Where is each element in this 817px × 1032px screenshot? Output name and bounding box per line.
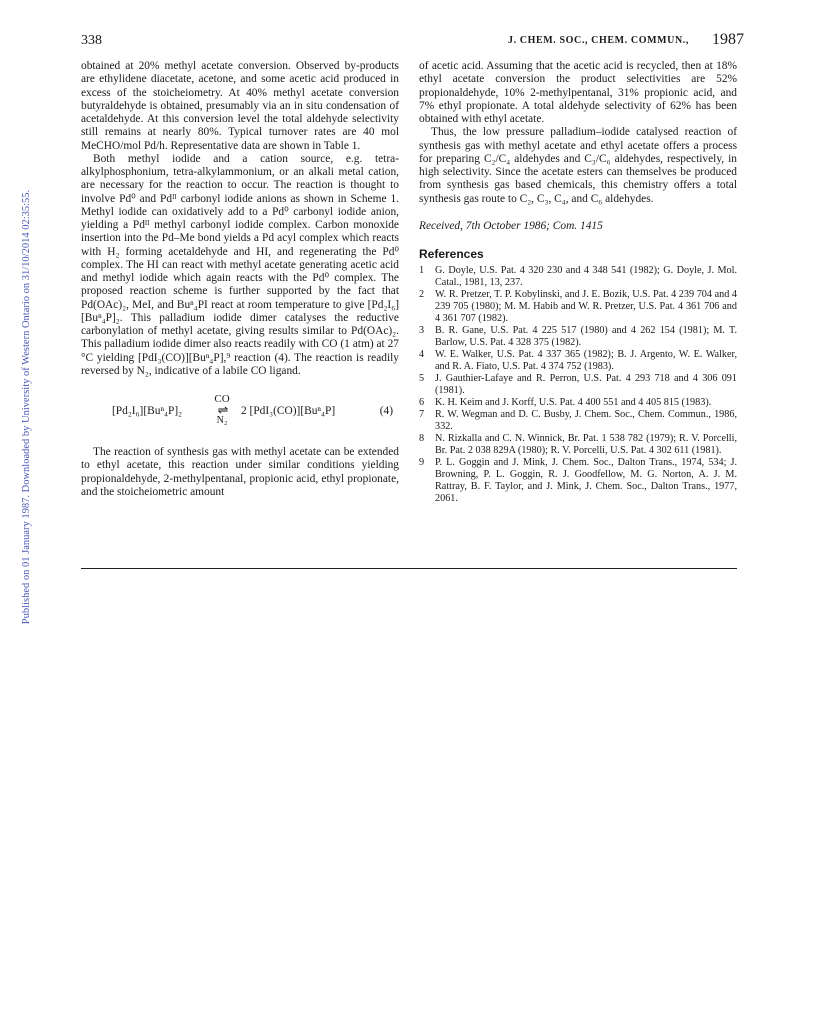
reference-item — [419, 397, 737, 409]
reference-item — [419, 457, 737, 505]
reference-number: 7 — [419, 409, 425, 421]
equation-arrow-group — [205, 394, 239, 427]
reference-number: 8 — [419, 433, 425, 445]
journal-year: 1987 — [712, 31, 744, 48]
reference-text: R. W. Wegman and D. C. Busby, J. Chem. Soc., Chem. Commun., 1986, 332. — [435, 409, 737, 433]
paragraph-conversion: obtained at 20% methyl acetate conversion. Observed by-products are ethylidene diacetate, acetone, and some acetic acid produced in excess of the stoicheiometry. At 40% methyl acetate conversion butyraldehyde is obtained, presumably via an in situ condensation of acetaldehyde. At this conversion level the total aldehyde selectivity still remains at nearly 80%. Typical turnover rates are 40 mol MeCHO/mol Pd/h. Representative data are shown in Table 1. — [81, 60, 399, 152]
reference-number: 4 — [419, 349, 425, 361]
reference-number: 1 — [419, 265, 425, 277]
page-number: 338 — [81, 33, 102, 48]
reference-item — [419, 265, 737, 289]
right-column — [419, 60, 737, 505]
left-column — [81, 60, 399, 499]
reference-number: 2 — [419, 289, 425, 301]
equation-above-label: CO — [214, 393, 230, 405]
reaction-equation — [81, 394, 399, 428]
reference-number: 3 — [419, 325, 425, 337]
reference-item — [419, 289, 737, 325]
reference-text: N. Rizkalla and C. N. Winnick, Br. Pat. 1 538 782 (1979); R. V. Porcelli, Br. Pat. 2 038 829A (1980); R. V. Porcelli, U.S. Pat. 4 302 611 (1981). — [435, 433, 737, 457]
paragraph-mechanism: Both methyl iodide and a cation source, e.g. tetra-alkylphosphonium, tetra-alkylammonium, or an alkali metal cation, are necessary for the reaction to occur. The reaction is thought to involve Pd⁰ and Pdᴵᴵ carbonyl iodide anions as shown in Scheme 1. Methyl iodide can oxidatively add to a Pd⁰ carbonyl iodide anion, yielding a Pdᴵᴵ methyl carbonyl iodide complex. Carbon monoxide insertion into the Pd–Me bond yields a Pd acyl complex which reacts with H₂ forming acetaldehyde and HI, and regenerating the Pd⁰ complex. The HI can react with methyl acetate generating acetic acid and methyl iodide which again reacts with the Pd⁰ complex. The proposed reaction scheme is further supported by the fact that Pd(OAc)₂, MeI, and Buⁿ₄PI react at room temperature to give [Pd₂I₆][Buⁿ₄P]₂. This palladium iodide dimer catalyses the reductive carbonylation of methyl acetate, giving results similar to Pd(OAc)₂. This palladium iodide dimer also reacts readily with CO (1 atm) at 27 °C yielding [PdI₃(CO)][Buⁿ₄P],⁹ reaction (4). The reaction is readily reversed by N₂, indicative of a labile CO ligand. — [81, 152, 399, 377]
received-note: Received, 7th October 1986; Com. 1415 — [419, 219, 603, 232]
footer-rule — [81, 568, 737, 569]
equilibrium-arrow-icon: ⇌ — [217, 402, 227, 417]
equation-product: 2 [PdI₃(CO)][Buⁿ₄P] — [241, 405, 336, 417]
reference-text: B. R. Gane, U.S. Pat. 4 225 517 (1980) and 4 262 154 (1981); M. T. Barlow, U.S. Pat. 4 328 375 (1982). — [435, 325, 737, 349]
paragraph-ethyl-acetate: The reaction of synthesis gas with methyl acetate can be extended to ethyl acetate, this reaction under similar conditions yielding propionaldehyde, 2-methylpentanal, propionic acid, ethyl propionate, and the stoicheiometric amount — [81, 446, 399, 498]
reference-list — [419, 265, 737, 505]
reference-item — [419, 433, 737, 457]
paragraph-conclusion: Thus, the low pressure palladium–iodide catalysed reaction of synthesis gas with methyl acetate and ethyl acetate offers a process for preparing C₂/C₄ aldehydes and C₃/C₆ aldehydes, respectively, in high selectivity. Since the acetate esters can themselves be produced from synthesis gas based chemicals, this chemistry offers a total synthesis gas route to C₂, C₃, C₄, and C₆ aldehydes. — [419, 126, 737, 205]
equation-number: (4) — [379, 405, 393, 417]
reference-item — [419, 409, 737, 433]
reference-text: J. Gauthier-Lafaye and R. Perron, U.S. Pat. 4 293 718 and 4 306 091 (1981). — [435, 373, 737, 397]
paragraph-selectivities: of acetic acid. Assuming that the acetic acid is recycled, then at 18% ethyl acetate conversion the product selectivities are 52% propionaldehyde, 10% 2-methylpentanal, 31% propionic acid, and 7% ethyl propionate. A total aldehyde selectivity of 62% has been obtained with ethyl acetate. — [419, 60, 737, 125]
reference-number: 6 — [419, 397, 425, 409]
reference-number: 5 — [419, 373, 425, 385]
reference-text: K. H. Keim and J. Korff, U.S. Pat. 4 400 551 and 4 405 815 (1983). — [435, 397, 712, 409]
reference-item — [419, 349, 737, 373]
reference-item — [419, 373, 737, 397]
reference-item — [419, 325, 737, 349]
equation-reactant: [Pd₂I₆][Buⁿ₄P]₂ — [112, 405, 183, 417]
journal-header: J. CHEM. SOC., CHEM. COMMUN., — [508, 35, 689, 46]
reference-text: W. E. Walker, U.S. Pat. 4 337 365 (1982); B. J. Argento, W. E. Walker, and R. A. Fiato, U.S. Pat. 4 374 752 (1983). — [435, 349, 737, 373]
reference-text: W. R. Pretzer, T. P. Kobylinski, and J. E. Bozik, U.S. Pat. 4 239 704 and 4 239 705 (1980); M. M. Habib and W. R. Pretzer, U.S. Pat. 4 361 706 and 4 361 707 (1982). — [435, 289, 737, 325]
reference-text: P. L. Goggin and J. Mink, J. Chem. Soc., Dalton Trans., 1974, 534; J. Browning, P. L. Goggin, R. J. Goodfellow, M. G. Norton, A. J. M. Rattray, B. F. Taylor, and J. Mink, J. Chem. Soc., Dalton Trans., 1977, 2061. — [435, 457, 737, 505]
reference-text: G. Doyle, U.S. Pat. 4 320 230 and 4 348 541 (1982); G. Doyle, J. Mol. Catal., 1981, 13, 237. — [435, 265, 737, 289]
equation-below-label: N₂ — [216, 415, 228, 426]
download-watermark-text: Published on 01 January 1987. Downloaded by University of Western Ontario on 31/10/2014 02:35:55. — [21, 189, 32, 625]
download-watermark — [18, 189, 32, 625]
reference-number: 9 — [419, 457, 425, 469]
references-heading: References — [419, 247, 484, 261]
